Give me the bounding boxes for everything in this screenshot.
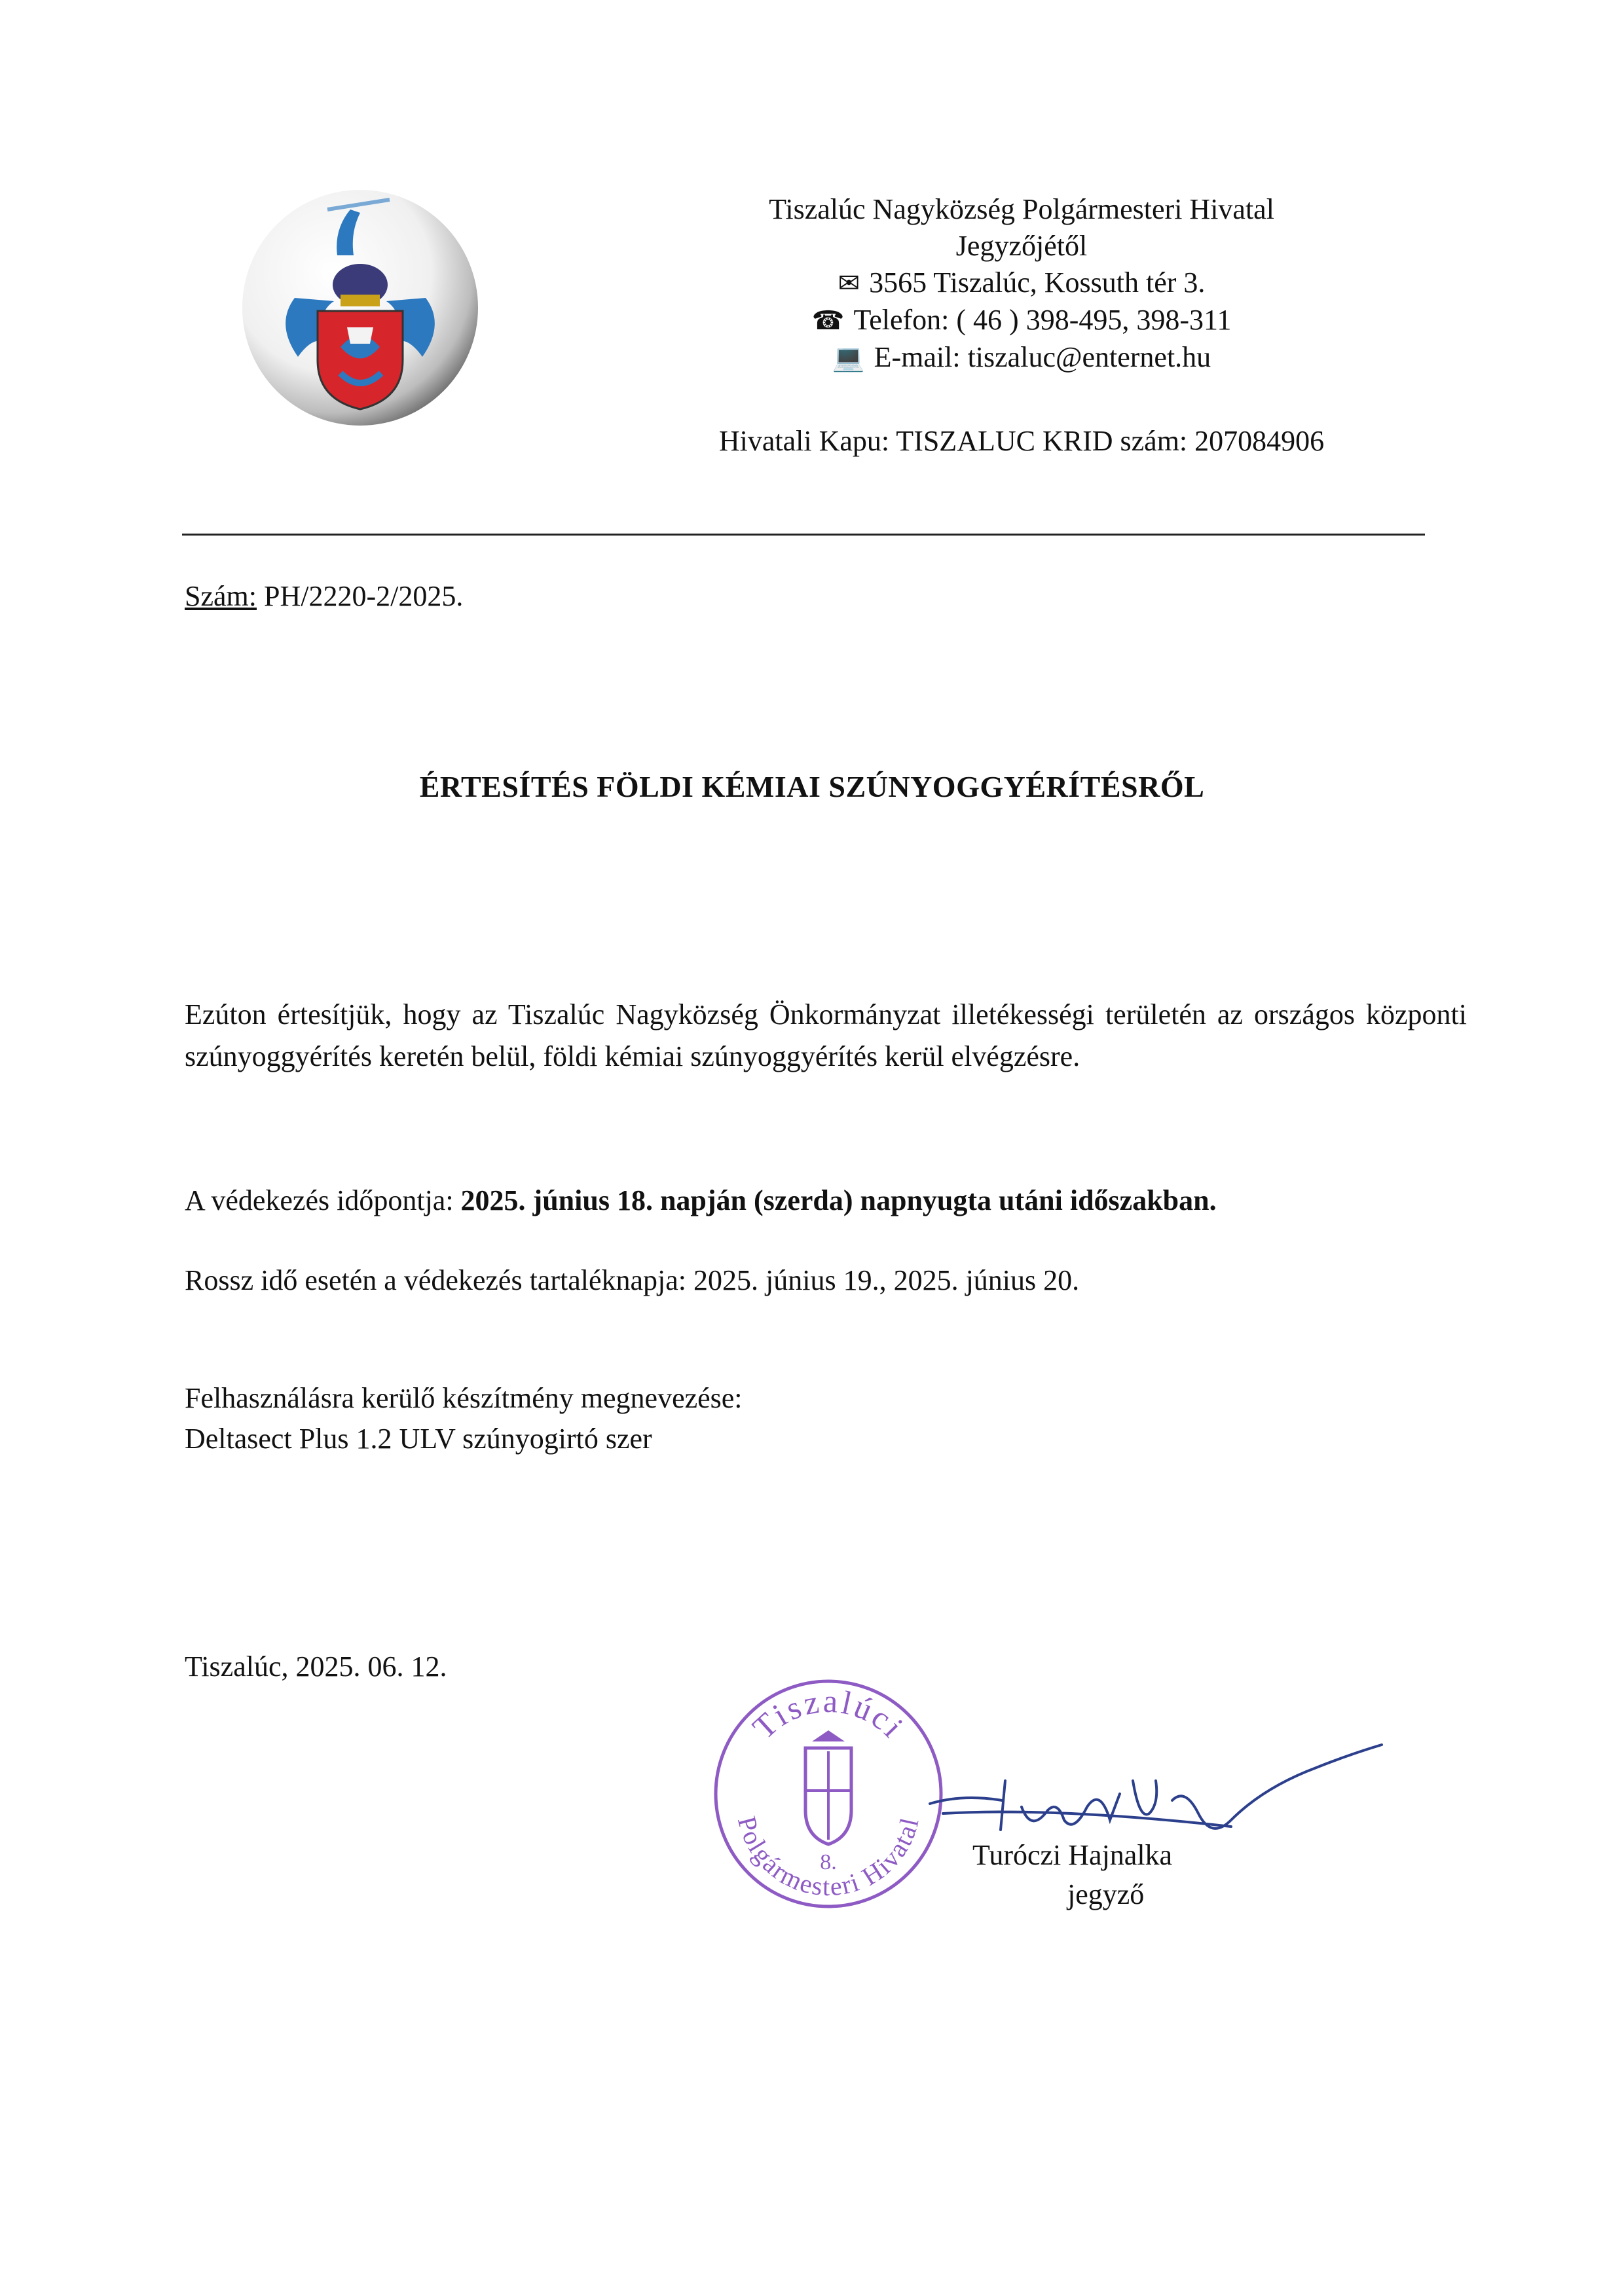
office-from: Jegyzőjétől	[955, 230, 1088, 262]
date-value: 2025. június 18. napján (szerda) napnyugta utáni időszakban.	[460, 1184, 1217, 1216]
product-name: Deltasect Plus 1.2 ULV szúnyogirtó szer	[185, 1423, 652, 1455]
hivatali-kapu: Hivatali Kapu: TISZALUC KRID szám: 207084906	[718, 425, 1325, 457]
backup-days: Rossz idő esetén a védekezés tartaléknapja: 2025. június 19., 2025. június 20.	[185, 1264, 1080, 1296]
intro-paragraph: Ezúton értesítjük, hogy az Tiszalúc Nagyközség Önkormányzat illetékességi területén az országos központi szúnyoggyérítés keretén belül, földi kémiai szúnyoggyérítés kerül elvégzésre.	[185, 998, 1467, 1072]
date-line: A védekezés időpontja: 2025. június 18. napján (szerda) napnyugta utáni időszakban.	[185, 1184, 1217, 1216]
header-divider	[182, 534, 1425, 536]
office-name: Tiszalúc Nagyközség Polgármesteri Hivatal	[769, 193, 1274, 225]
envelope-icon: ✉	[838, 268, 860, 299]
office-address: ✉ 3565 Tiszalúc, Kossuth tér 3.	[655, 264, 1388, 302]
official-stamp	[707, 1673, 950, 1915]
stamp-top-text: Tiszalúci	[745, 1682, 913, 1746]
office-phone: ☎ Telefon: ( 46 ) 398-495, 398-311	[655, 302, 1388, 339]
reference-label: Szám:	[185, 580, 257, 612]
telephone-icon: ☎	[811, 306, 845, 336]
place-date: Tiszalúc, 2025. 06. 12.	[185, 1650, 447, 1683]
signatory-role: jegyző	[1067, 1878, 1145, 1910]
computer-icon: 💻	[832, 343, 865, 373]
letterhead	[655, 191, 1388, 376]
stamp-number: 8.	[820, 1850, 837, 1874]
reference-value: PH/2220-2/2025.	[256, 580, 464, 612]
document-title: ÉRTESÍTÉS FÖLDI KÉMIAI SZÚNYOGGYÉRÍTÉSRŐL	[419, 770, 1205, 803]
reference-number	[185, 579, 463, 613]
signatory-name: Turóczi Hajnalka	[972, 1839, 1173, 1871]
office-email: 💻 E-mail: tiszaluc@enternet.hu	[655, 339, 1388, 376]
stamp-bottom-text: Polgármesteri Hivatal	[731, 1813, 925, 1902]
municipal-crest-logo	[236, 183, 485, 432]
product-label: Felhasználásra kerülő készítmény megnevezése:	[185, 1382, 743, 1414]
